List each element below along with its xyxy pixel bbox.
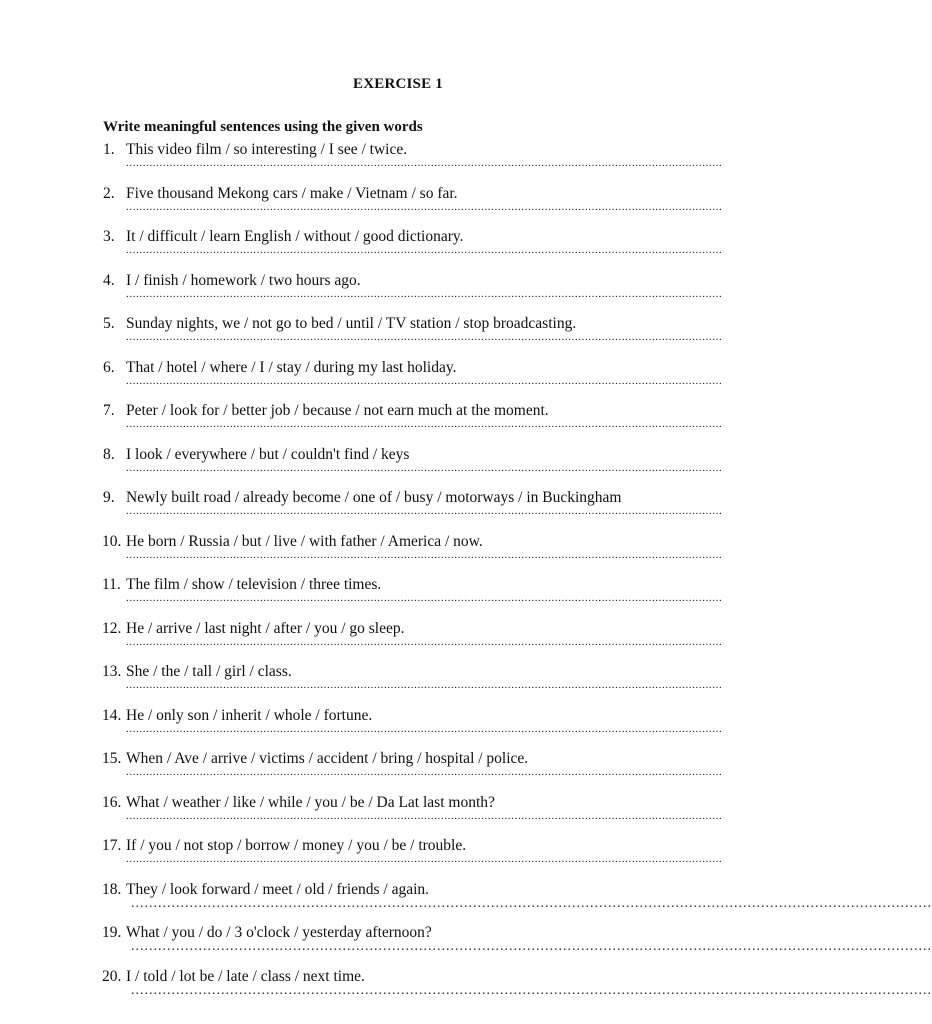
exercise-list [0,140,932,1010]
exercise-item [0,836,768,880]
answer-line[interactable]: .................................................................................................................................................................................. [126,461,723,474]
item-number: 5. [103,315,115,332]
item-number: 18. [102,880,122,898]
item-prompt: They / look forward / meet / old / friends / again. [126,880,430,898]
item-number: 12. [102,619,122,637]
exercise-item [0,445,768,489]
item-number: 17. [102,837,122,854]
item-number: 9. [103,489,115,506]
answer-line[interactable]: .................................................................................................................................................................................. [126,809,723,822]
item-prompt: It / difficult / learn English / without / good dictionary. [126,228,464,245]
exercise-item [0,793,768,837]
item-number: 16. [102,793,122,811]
item-number: 11. [102,576,121,593]
exercise-item [0,749,768,793]
item-prompt: Newly built road / already become / one of / busy / motorways / in Buckingham [126,489,622,506]
answer-line[interactable]: .................................................................................................................................................................................. [126,287,723,300]
answer-line[interactable]: .................................................................................................................................................................................. [131,939,932,954]
item-prompt: This video film / so interesting / I see / twice. [126,141,408,158]
answer-line[interactable]: .................................................................................................................................................................................. [126,200,723,213]
item-number: 8. [103,445,115,463]
item-number: 19. [102,924,122,941]
answer-line[interactable]: .................................................................................................................................................................................. [126,505,723,517]
item-prompt: Peter / look for / better job / because / not earn much at the moment. [126,402,549,419]
answer-line[interactable]: .................................................................................................................................................................................. [126,592,723,604]
item-number: 4. [103,271,115,289]
answer-line[interactable]: .................................................................................................................................................................................. [126,157,723,169]
item-prompt: He born / Russia / but / live / with father / America / now. [126,532,483,550]
item-number: 13. [102,663,122,680]
item-number: 14. [102,706,122,724]
answer-line[interactable]: .................................................................................................................................................................................. [131,895,932,911]
exercise-item [0,923,932,967]
exercise-item [0,706,768,750]
item-number: 6. [103,358,115,376]
item-number: 20. [102,967,122,985]
item-prompt: He / arrive / last night / after / you / go sleep. [126,619,405,637]
exercise-item [0,880,932,924]
answer-line[interactable]: .................................................................................................................................................................................. [126,244,723,256]
item-number: 1. [103,141,115,158]
answer-line[interactable]: .................................................................................................................................................................................. [126,679,723,691]
answer-line[interactable]: .................................................................................................................................................................................. [126,853,723,865]
exercise-item [0,271,768,315]
exercise-item [0,140,768,184]
item-prompt: What / you / do / 3 o'clock / yesterday afternoon? [126,924,432,941]
exercise-item [0,619,768,663]
exercise-item [0,532,768,576]
answer-line[interactable]: .................................................................................................................................................................................. [126,722,723,735]
item-prompt: I / told / lot be / late / class / next time. [126,967,365,985]
answer-line[interactable]: .................................................................................................................................................................................. [126,374,723,387]
item-prompt: Sunday nights, we / not go to bed / until / TV station / stop broadcasting. [126,315,577,332]
item-number: 15. [102,750,122,767]
item-prompt: That / hotel / where / I / stay / during my last holiday. [126,358,457,376]
item-prompt: Five thousand Mekong cars / make / Vietnam / so far. [126,184,458,202]
exercise-item [0,488,768,532]
exercise-item [0,358,768,402]
answer-line[interactable]: .................................................................................................................................................................................. [126,548,723,561]
item-number: 7. [103,402,115,419]
item-number: 2. [103,184,115,202]
item-prompt: He / only son / inherit / whole / fortune. [126,706,373,724]
item-number: 3. [103,228,115,245]
item-prompt: I / finish / homework / two hours ago. [126,271,361,289]
exercise-item [0,314,768,358]
item-prompt: When / Ave / arrive / victims / accident / bring / hospital / police. [126,750,529,767]
answer-line[interactable]: .................................................................................................................................................................................. [131,982,932,998]
item-prompt: I look / everywhere / but / couldn't find / keys [126,445,410,463]
item-number: 10. [102,532,122,550]
answer-line[interactable]: .................................................................................................................................................................................. [126,418,723,430]
exercise-item [0,575,768,619]
answer-line[interactable]: .................................................................................................................................................................................. [126,331,723,343]
answer-line[interactable]: .................................................................................................................................................................................. [126,766,723,778]
answer-line[interactable]: .................................................................................................................................................................................. [126,635,723,648]
item-prompt: She / the / tall / girl / class. [126,663,292,680]
item-prompt: The film / show / television / three times. [126,576,382,593]
exercise-item [0,184,768,228]
item-prompt: What / weather / like / while / you / be / Da Lat last month? [126,793,495,811]
exercise-item [0,967,932,1011]
exercise-instruction: Write meaningful sentences using the given words [103,119,423,135]
item-prompt: If / you / not stop / borrow / money / you / be / trouble. [126,837,467,854]
exercise-title: EXERCISE 1 [353,76,443,92]
exercise-item [0,401,768,445]
exercise-item [0,227,768,271]
exercise-item [0,662,768,706]
